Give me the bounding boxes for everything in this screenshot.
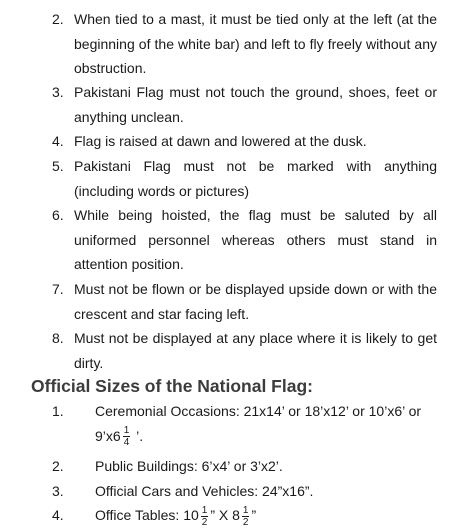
list-item-text: Pakistani Flag must not be marked with anything (including words or pictures)	[74, 158, 437, 199]
list-item-text	[95, 399, 438, 448]
list-item-number: 3.	[52, 483, 64, 499]
fraction-numerator: 1	[201, 504, 208, 516]
fraction-denominator: 4	[123, 437, 130, 449]
list-item-text: Must not be flown or be displayed upside down or with the crescent and star facing left.	[74, 281, 437, 322]
list-item-text: Flag is raised at dawn and lowered at the dusk.	[74, 133, 367, 149]
size-label: Office Tables: 10	[95, 507, 199, 523]
list-item-text: Pakistani Flag must not touch the ground, shoes, feet or anything unclean.	[74, 84, 437, 125]
size-value-suffix: ”	[251, 507, 257, 523]
fraction	[123, 425, 131, 448]
list-item-text: Must not be displayed at any place where it is likely to get dirty.	[74, 330, 437, 371]
list-item-text: While being hoisted, the flag must be saluted by all uniformed personnel whereas others must stand in attention position.	[74, 207, 437, 272]
list-item-number: 6.	[52, 207, 64, 223]
size-value-suffix: ’.	[132, 427, 144, 444]
list-item-number: 4.	[52, 507, 64, 523]
fraction	[201, 505, 209, 528]
list-item-number: 2.	[52, 11, 64, 27]
list-item-number: 4.	[52, 133, 64, 149]
list-item-text-line: Ceremonial Occasions: 21x14’ or 18’x12’ or 10’x6’ or	[95, 403, 422, 419]
size-value: ” X 8	[210, 507, 240, 523]
size-value: 9’x6	[95, 427, 121, 444]
fraction-numerator: 1	[123, 425, 130, 437]
list-item-text: When tied to a mast, it must be tied only at the left (at the beginning of the white bar) and left to fly freely without any obstruction.	[74, 11, 437, 76]
fraction	[242, 505, 250, 528]
list-item-number: 8.	[52, 330, 64, 346]
list-item-text	[95, 503, 438, 528]
list-item-number: 3.	[52, 84, 64, 100]
list-item-text: Public Buildings: 6’x4’ or 3’x2’.	[95, 458, 283, 474]
fraction-denominator: 2	[242, 516, 249, 528]
list-item-number: 5.	[52, 158, 64, 174]
list-item-number: 2.	[52, 458, 64, 474]
fraction-numerator: 1	[242, 504, 249, 516]
section-heading: Official Sizes of the National Flag:	[31, 376, 313, 396]
list-item-number: 1.	[52, 403, 64, 419]
list-item-number: 7.	[52, 281, 64, 297]
list-item-text: Official Cars and Vehicles: 24”x16”.	[95, 483, 314, 499]
fraction-denominator: 2	[201, 516, 208, 528]
